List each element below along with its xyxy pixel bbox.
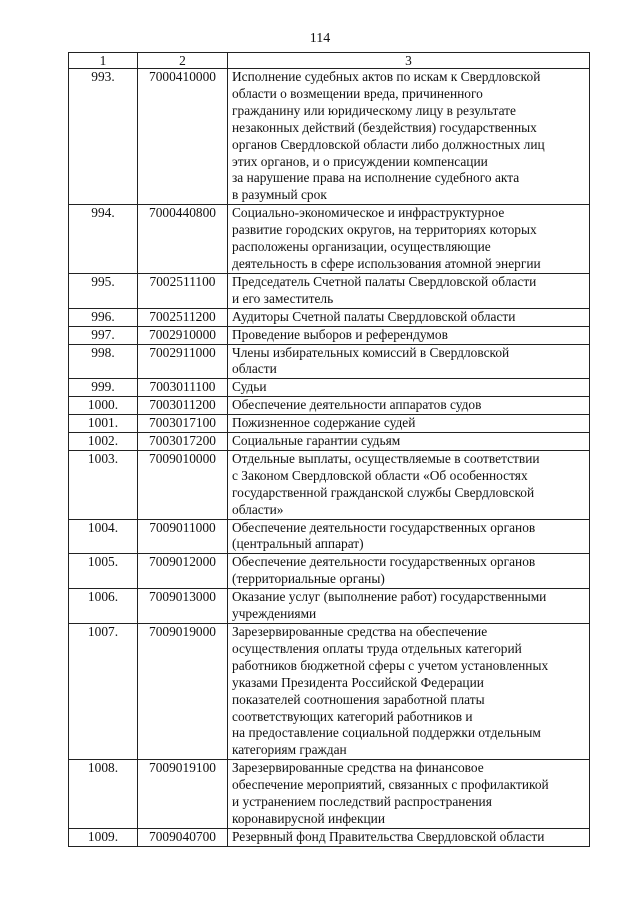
page-number: 114 [309,31,331,46]
budget-code: 7009040700 [138,828,228,846]
budget-item-description [228,624,590,760]
budget-item-description [228,519,590,554]
budget-code: 7002511100 [138,273,228,308]
description-line: и его заместитель [232,290,334,306]
row-number: 1009. [69,828,138,846]
column-header-3: 3 [228,53,590,69]
budget-item-description [228,273,590,308]
budget-item-description [228,433,590,451]
row-number: 1004. [69,519,138,554]
description-line: Члены избирательных комиссий в Свердловской [232,344,510,360]
row-number: 998. [69,344,138,379]
budget-item-description [228,379,590,397]
table-row [69,828,590,846]
description-line: Социально-экономическое и инфраструктурное [232,205,505,221]
description-line: (территориальные органы) [232,571,385,587]
budget-code: 7002511200 [138,308,228,326]
description-line: Резервный фонд Правительства Свердловской области [232,828,545,844]
description-line: и устранением последствий распространения [232,794,492,810]
budget-code: 7009011000 [138,519,228,554]
budget-table [68,52,590,847]
description-line: деятельность в сфере использования атомной энергии [232,255,541,271]
table-row [69,554,590,589]
budget-code: 7003017100 [138,415,228,433]
description-line: категориям граждан [232,742,347,758]
row-number: 1000. [69,397,138,415]
row-number: 1008. [69,760,138,829]
table-row [69,450,590,519]
budget-item-description [228,589,590,624]
description-line: с Законом Свердловской области «Об особенностях [232,467,528,483]
row-number: 1002. [69,433,138,451]
description-line: осуществления оплаты труда отдельных категорий [232,640,522,656]
description-line: Председатель Счетной палаты Свердловской области [232,273,537,289]
description-line: (центральный аппарат) [232,536,364,552]
table-row [69,69,590,205]
row-number: 999. [69,379,138,397]
budget-code: 7009010000 [138,450,228,519]
description-line: указами Президента Российской Федерации [232,674,484,690]
description-line: Социальные гарантии судьям [232,433,401,449]
table-body [69,69,590,847]
description-line: незаконных действий (бездействия) государственных [232,119,537,135]
description-line: показателей соотношения заработной платы [232,691,485,707]
table-row [69,273,590,308]
table-row [69,344,590,379]
description-line: учреждениями [232,606,317,622]
budget-item-description [228,415,590,433]
description-line: соответствующих категорий работников и [232,708,473,724]
budget-item-description [228,397,590,415]
budget-item-description [228,760,590,829]
budget-item-description [228,326,590,344]
column-header-2: 2 [138,53,228,69]
budget-code: 7000440800 [138,205,228,274]
description-line: Исполнение судебных актов по искам к Свердловской [232,69,541,84]
column-header-1: 1 [69,53,138,69]
description-line: области» [232,501,284,517]
table-row [69,379,590,397]
description-line: государственной гражданской службы Свердловской [232,484,535,500]
description-line: Обеспечение деятельности государственных органов [232,554,536,570]
description-line: Судьи [232,379,267,395]
row-number: 993. [69,69,138,205]
budget-item-description [228,308,590,326]
description-line: в разумный срок [232,187,327,203]
table-row [69,519,590,554]
budget-code: 7003011100 [138,379,228,397]
budget-item-description [228,205,590,274]
description-line: Зарезервированные средства на обеспечение [232,624,488,639]
budget-item-description [228,450,590,519]
description-line: Обеспечение деятельности государственных органов [232,519,536,535]
row-number: 994. [69,205,138,274]
table-row [69,589,590,624]
table-row [69,760,590,829]
budget-code: 7009019000 [138,624,228,760]
table-row [69,415,590,433]
row-number: 1006. [69,589,138,624]
description-line: Пожизненное содержание судей [232,415,416,431]
row-number: 1005. [69,554,138,589]
description-line: коронавирусной инфекции [232,810,385,826]
budget-code: 7000410000 [138,69,228,205]
budget-item-description [228,69,590,205]
description-line: органов Свердловской области либо должностных лиц [232,136,545,152]
description-line: Аудиторы Счетной палаты Свердловской области [232,308,516,324]
budget-code: 7003017200 [138,433,228,451]
row-number: 995. [69,273,138,308]
description-line: этих органов, и о присуждении компенсации [232,153,488,169]
row-number: 997. [69,326,138,344]
row-number: 996. [69,308,138,326]
budget-code: 7002910000 [138,326,228,344]
table-header-row [69,53,590,69]
table-row [69,205,590,274]
budget-item-description [228,554,590,589]
budget-item-description [228,344,590,379]
description-line: работников бюджетной сферы с учетом установленных [232,657,549,673]
description-line: гражданину или юридическому лицу в результате [232,102,516,118]
description-line: Обеспечение деятельности аппаратов судов [232,397,482,413]
row-number: 1003. [69,450,138,519]
description-line: за нарушение права на исполнение судебного акта [232,170,520,186]
table-row [69,308,590,326]
description-line: Зарезервированные средства на финансовое [232,760,484,776]
budget-code: 7009012000 [138,554,228,589]
description-line: расположены организации, осуществляющие [232,239,491,255]
description-line: области о возмещении вреда, причиненного [232,85,483,101]
table-row [69,326,590,344]
budget-item-description [228,828,590,846]
description-line: области [232,361,277,377]
description-line: на предоставление социальной поддержки отдельным [232,725,541,741]
row-number: 1001. [69,415,138,433]
table-row [69,397,590,415]
description-line: Отдельные выплаты, осуществляемые в соответствии [232,450,540,466]
budget-code: 7002911000 [138,344,228,379]
description-line: обеспечение мероприятий, связанных с профилактикой [232,777,549,793]
table-row [69,624,590,760]
description-line: Проведение выборов и референдумов [232,326,448,342]
row-number: 1007. [69,624,138,760]
description-line: развитие городских округов, на территориях которых [232,222,537,238]
table-row [69,433,590,451]
budget-code: 7009013000 [138,589,228,624]
description-line: Оказание услуг (выполнение работ) государственными [232,589,547,605]
budget-code: 7009019100 [138,760,228,829]
budget-code: 7003011200 [138,397,228,415]
